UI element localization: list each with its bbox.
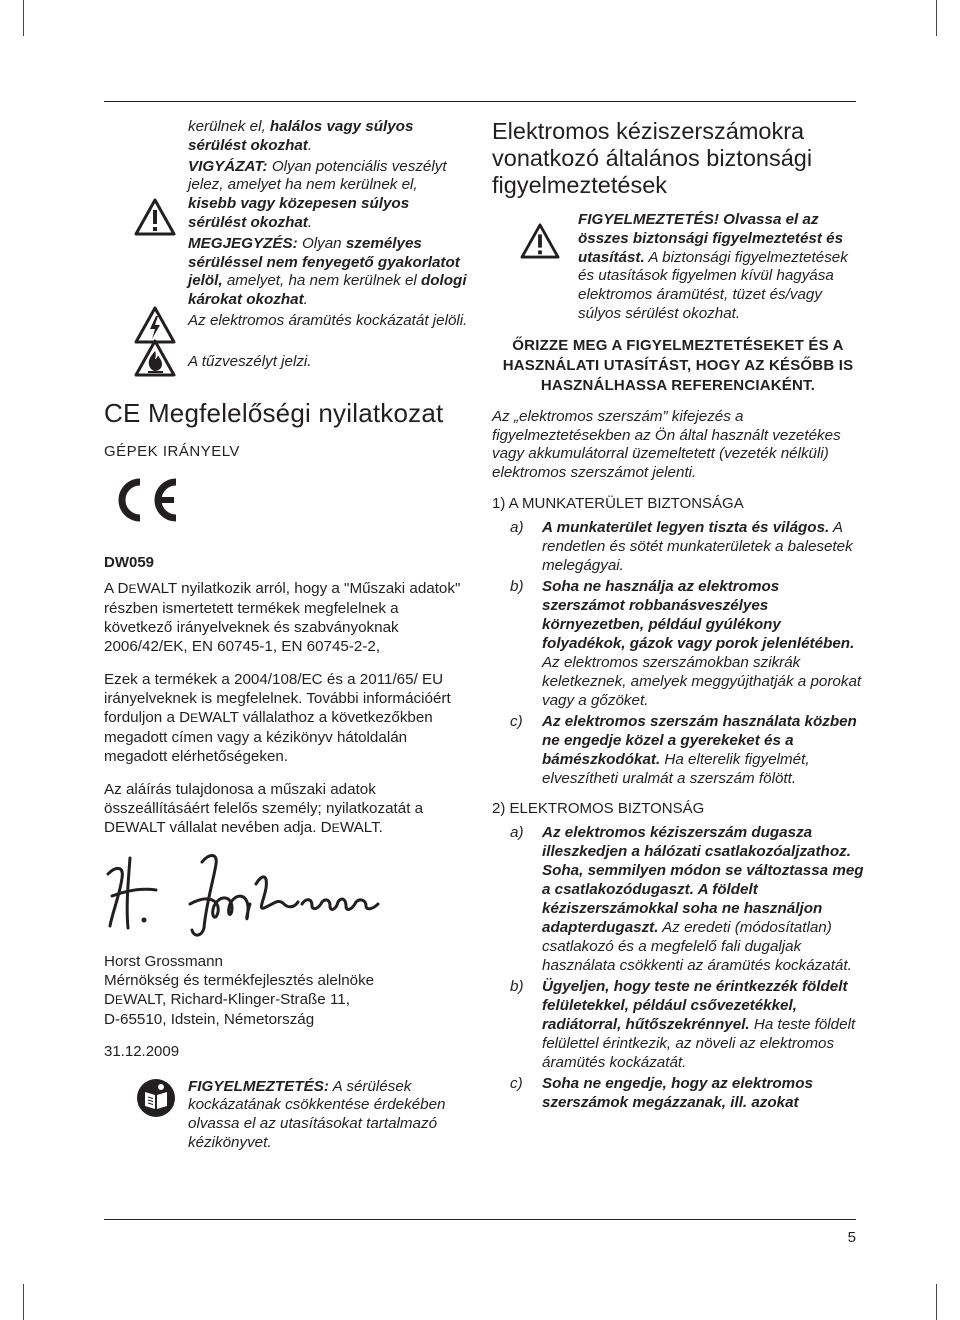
keep-instructions-caps: ŐRIZZE MEG A FIGYELMEZTETÉSEKET ÉS A HASZNÁLATI UTASÍTÁST, HOGY AZ KÉSŐBB IS HASZNÁLHASSA REFERENCIAKÉNT. [502, 336, 854, 394]
fire-hazard-icon [134, 339, 176, 377]
read-manual-row [104, 1078, 469, 1153]
declaration-date: 31.12.2009 [104, 1042, 180, 1060]
fire-text: A tűzveszélyt jelzi. [188, 352, 312, 370]
left-column [104, 118, 469, 1153]
caution-text: VIGYÁZAT: Olyan potenciális veszélyt jelez, amelyet ha nem kerülnek el, kisebb vagy közepesen súlyos sérülést okozhat. [188, 157, 447, 231]
list-item: b) Soha ne használja az elektromos szerszámot robbanásveszélyes környezetben, például gyúlékony folyadékok, gázok vagy porok jelenlétében. Az elektromos szerszámokban szikrák keletkeznek, amelyek meggyújthatják a porokat vagy a gőzöket. [510, 577, 862, 709]
signer-name: Horst Grossmann [104, 952, 224, 970]
read-manual-text: FIGYELMEZTETÉS: A sérülések kockázatának csökkentése érdekében olvassa el az utasításokat tartalmazó kézikönyvet. [188, 1077, 446, 1151]
electric-row [104, 312, 469, 331]
declaration-paragraph-2: Ezek a termékek a 2004/108/EC és a 2011/65/ EU irányelveknek is megfelelnek. További információért forduljon a DEWALT vállalathoz a következőkben megadott címen vagy a kézikönyv hátoldalán megadott elérhetőségeken. [104, 670, 451, 765]
ce-mark-icon [110, 476, 182, 524]
intro-warning-text: kerülnek el, halálos vagy súlyos sérülést okozhat. [188, 118, 414, 154]
warning-triangle-icon [134, 198, 176, 236]
crop-mark-bottom-left [23, 1284, 24, 1320]
work-area-safety-heading: 1) A MUNKATERÜLET BIZTONSÁGA [492, 494, 744, 512]
list-item: c) Az elektromos szerszám használata közben ne engedje közel a gyerekeket és a bámészkodókat. Ha elterelik figyelmét, elveszítheti uralmát a szerszám fölött. [510, 712, 857, 787]
crop-mark-top-left [23, 0, 24, 36]
right-column [492, 118, 864, 1114]
footer-rule [104, 1219, 856, 1220]
header-rule [104, 101, 856, 102]
fire-row [104, 353, 469, 372]
list-item: b) Ügyeljen, hogy teste ne érintkezzék földelt felületekkel, például csővezetékkel, radiátorral, hűtőszekrénnyel. Ha teste földelt felülettel érintkezik, az növeli az elektromos áramütés kockázatát. [510, 977, 856, 1071]
electrical-safety-heading: 2) ELEKTROMOS BIZTONSÁG [492, 799, 705, 817]
caution-row [104, 158, 469, 233]
list-item: c) Soha ne engedje, hogy az elektromos szerszámok megázzanak, ill. azokat [510, 1074, 813, 1111]
notice-text: MEGJEGYZÉS: Olyan személyes sérüléssel nem fenyegető gyakorlatot jelöl, amelyet, ha nem kerülnek el dologi károkat okozhat. [188, 234, 467, 309]
list-item: a) Az elektromos kéziszerszám dugasza illeszkedjen a hálózati csatlakozóaljzathoz. Soha, semmilyen módon se változtassa meg a csatlakozódugaszt. A földelt kéziszerszámokkal soha ne használjon adapterdugaszt. Az eredeti (módosítatlan) csatlakozó és a megfelelő fali dugaljak használata csökkenti az áramütés kockázatát. [510, 823, 864, 974]
signer-address-1: DEWALT, Richard-Klinger-Straße 11, [104, 990, 350, 1008]
electric-text: Az elektromos áramütés kockázatát jelöli. [188, 311, 468, 329]
power-tool-definition: Az „elektromos szerszám” kifejezés a figyelmeztetésekben az Ön által használt vezetékes vagy akkumulátorral üzemeltetett (vezeték nélküli) elektromos szerszámot jelenti. [492, 407, 841, 482]
signer-title: Mérnökség és termékfejlesztés alelnöke [104, 971, 375, 989]
ce-directive-subtitle: GÉPEK IRÁNYELV [104, 442, 240, 460]
warning-triangle-icon [520, 223, 560, 259]
declaration-paragraph-1: A DEWALT nyilatkozik arról, hogy a "Műszaki adatok" részben ismertetett termékek megfelelnek a következő irányelveknek és szabványoknak 2006/42/EK, EN 60745-1, EN 60745-2-2, [104, 579, 461, 655]
model-number: DW059 [104, 553, 155, 571]
general-warning-text: FIGYELMEZTETÉS! Olvassa el az összes biztonsági figyelmeztetést és utasítást. A biztonsági figyelmeztetések és utasítások figyelmen kívül hagyása elektromos áramütést, tüzet és/vagy súlyos sérülést okozhat. [578, 211, 848, 322]
list-item: a) A munkaterület legyen tiszta és világos. A rendetlen és sötét munkaterületek a balesetek melegágyai. [510, 518, 853, 574]
general-warning-block [492, 211, 864, 324]
crop-mark-bottom-right [936, 1284, 937, 1320]
page-number: 5 [847, 1229, 856, 1246]
ce-declaration-title: CE Megfelelőségi nyilatkozat [104, 397, 444, 428]
read-manual-icon [136, 1078, 176, 1118]
signature-image [98, 844, 388, 944]
crop-mark-top-right [936, 0, 937, 36]
signer-address-2: D-65510, Idstein, Németország [104, 1010, 315, 1028]
declaration-paragraph-3: Az aláírás tulajdonosa a műszaki adatok összeállításáért felelős személy; nyilatkozatát a DEWALT vállalat nevében adja. DEWALT. [104, 780, 424, 836]
signer-block [104, 952, 469, 1029]
general-safety-title: Elektromos kéziszerszámokra vonatkozó általános biztonsági figyelmeztetések [492, 118, 813, 198]
